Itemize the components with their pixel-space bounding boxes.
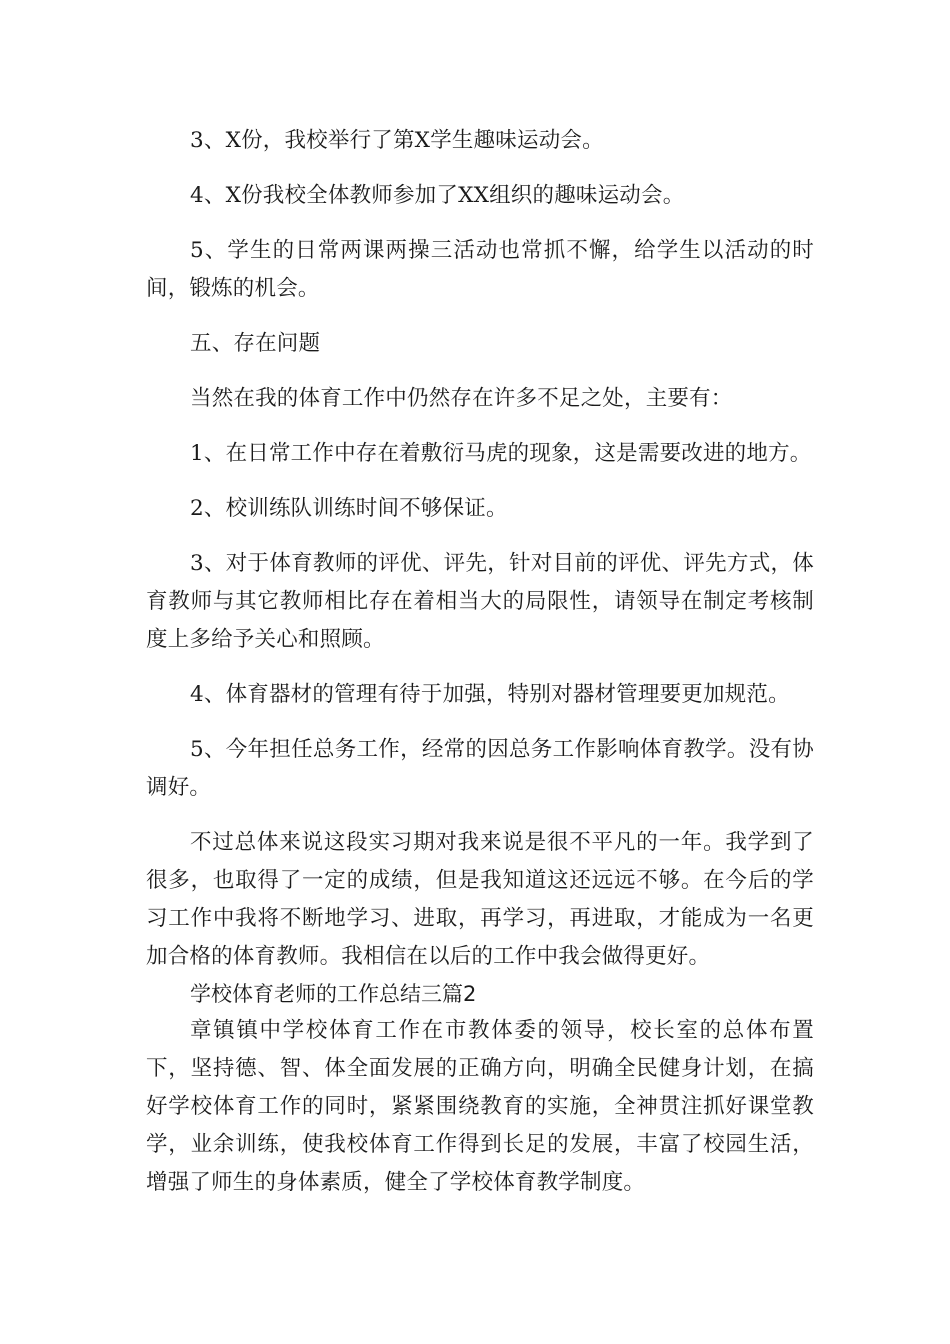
problem-item-2: 2、校训练队训练时间不够保证。 — [190, 496, 508, 521]
paragraph-problems-intro: 当然在我的体育工作中仍然存在许多不足之处，主要有： — [190, 386, 733, 411]
section-title-problems: 五、存在问题 — [190, 331, 321, 356]
problem-item-5: 5、今年担任总务工作，经常的因总务工作影响体育教学。没有协调好。 — [146, 737, 814, 800]
paragraph-item-4: 4、X份我校全体教师参加了XX组织的趣味运动会。 — [190, 183, 685, 208]
paragraph-item-3: 3、X份，我校举行了第X学生趣味运动会。 — [190, 128, 604, 153]
paragraph-section-2-intro: 章镇镇中学校体育工作在市教体委的领导，校长室的总体布置下，坚持德、智、体全面发展的正确方向，明确全民健身计划，在搞好学校体育工作的同时，紧紧围绕教育的实施，全神贯注抓好课堂教学，业余训练，使我校体育工作得到长足的发展，丰富了校园生活，增强了师生的身体素质，健全了学校体育教学制度。 — [146, 1018, 814, 1195]
paragraph-item-5: 5、学生的日常两课两操三活动也常抓不懈，给学生以活动的时间，锻炼的机会。 — [146, 238, 814, 301]
document-body — [146, 122, 814, 1202]
problem-item-4: 4、体育器材的管理有待于加强，特别对器材管理要更加规范。 — [190, 682, 790, 707]
problem-item-1: 1、在日常工作中存在着敷衍马虎的现象，这是需要改进的地方。 — [190, 441, 812, 466]
problem-item-3: 3、对于体育教师的评优、评先，针对目前的评优、评先方式，体育教师与其它教师相比存在着相当大的局限性，请领导在制定考核制度上多给予关心和照顾。 — [146, 551, 814, 652]
section-heading: 学校体育老师的工作总结三篇2 — [190, 982, 477, 1006]
paragraph-conclusion: 不过总体来说这段实习期对我来说是很不平凡的一年。我学到了很多，也取得了一定的成绩，但是我知道这还远远不够。在今后的学习工作中我将不断地学习、进取，再学习，再进取，才能成为一名更加合格的体育教师。我相信在以后的工作中我会做得更好。 — [146, 830, 814, 969]
